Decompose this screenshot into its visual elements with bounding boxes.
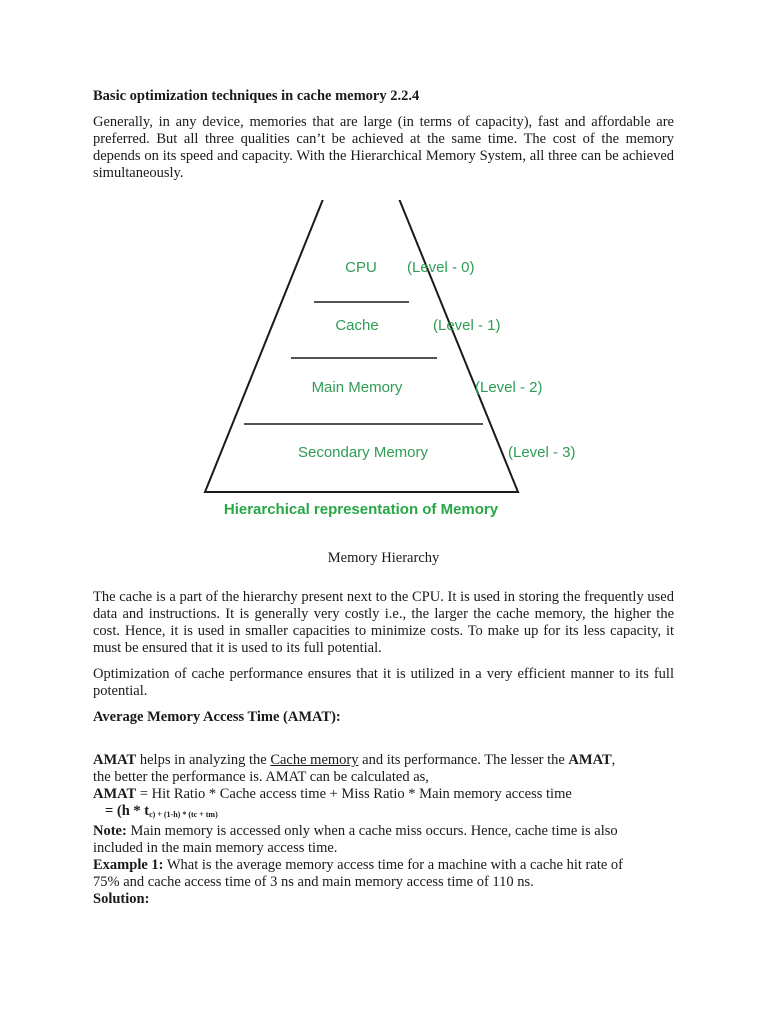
level-tag-1: (Level - 1) (433, 317, 501, 334)
example-line-1 (93, 857, 674, 874)
example-text: What is the average memory access time for a machine with a cache hit rate of (163, 857, 623, 873)
cache-memory-link[interactable]: Cache memory (270, 752, 359, 768)
level-name-2: Main Memory (311, 379, 403, 396)
amat-formula (105, 803, 674, 823)
memory-hierarchy-figure (93, 200, 674, 540)
amat-intro-line-2: the better the performance is. AMAT can be calculated as, (93, 769, 429, 785)
amat-text-b: and its performance. The lesser the (358, 752, 569, 768)
example-line-2: 75% and cache access time of 3 ns and main memory access time of 110 ns. (93, 874, 534, 890)
amat-intro-line-1 (93, 752, 674, 769)
amat-equation (93, 786, 674, 803)
amat-text-a: helps in analyzing the (136, 752, 271, 768)
optimization-paragraph: Optimization of cache performance ensures that it is utilized in a very efficient manner to its full potential. (93, 666, 674, 699)
diagram-caption: Hierarchical representation of Memory (223, 501, 499, 518)
formula-subscript: c) + (1-h) * (tc + tm) (149, 810, 218, 819)
level-tag-3: (Level - 3) (508, 444, 576, 461)
page-title: Basic optimization techniques in cache memory 2.2.4 (93, 88, 420, 104)
note-line-1 (93, 823, 674, 840)
level-name-1: Cache (335, 317, 379, 334)
memory-pyramid-diagram (93, 200, 674, 540)
amat-text-c: , (611, 752, 616, 768)
note-line-2: included in the main memory access time. (93, 840, 338, 856)
example-label: Example 1: (93, 857, 164, 873)
amat-term-2: AMAT (568, 752, 612, 768)
level-tag-2: (Level - 2) (475, 379, 543, 396)
amat-heading: Average Memory Access Time (AMAT): (93, 709, 341, 725)
level-name-3: Secondary Memory (297, 444, 429, 461)
solution-label: Solution: (93, 891, 150, 907)
figure-caption: Memory Hierarchy (327, 550, 440, 566)
amat-eq-term: AMAT (93, 786, 137, 802)
level-tag-0: (Level - 0) (407, 259, 475, 276)
note-label: Note: (93, 823, 127, 839)
note-text: Main memory is accessed only when a cache miss occurs. Hence, cache time is also (126, 823, 618, 839)
level-name-0: CPU (345, 259, 377, 276)
cache-paragraph: The cache is a part of the hierarchy present next to the CPU. It is used in storing the frequently used data and instructions. It is generally very costly i.e., the larger the cache memory, the higher the cost. Hence, it is used in smaller capacities to minimize costs. To make up for its less capacity, it must be ensured that it is used to its full potential. (93, 589, 674, 656)
formula-main: = (h * t (105, 803, 150, 819)
amat-term: AMAT (93, 752, 137, 768)
document-page (93, 82, 674, 908)
amat-eq-rest: = Hit Ratio * Cache access time + Miss Ratio * Main memory access time (136, 786, 572, 802)
intro-paragraph: Generally, in any device, memories that are large (in terms of capacity), fast and affordable are preferred. But all three qualities can’t be achieved at the same time. The cost of the memory depends on its speed and capacity. With the Hierarchical Memory System, all three can be achieved simultaneously. (93, 114, 674, 181)
